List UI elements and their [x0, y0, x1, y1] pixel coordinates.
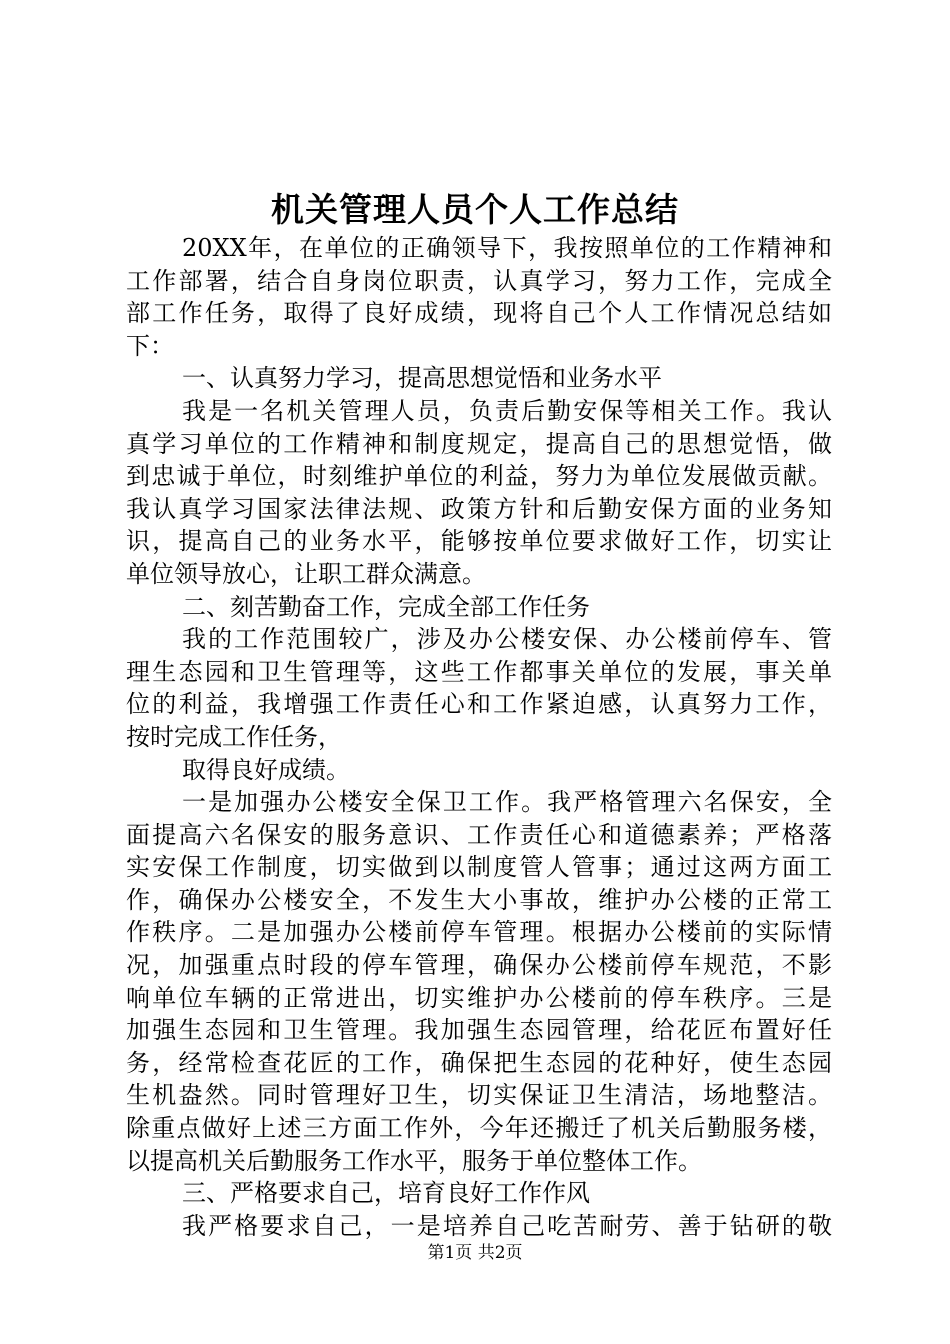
text-line: 一、认真努力学习，提高思想觉悟和业务水平	[182, 364, 662, 393]
text-line: 真学习单位的工作精神和制度规定，提高自己的思想觉悟，做	[126, 429, 832, 458]
text-line: 二、刻苦勤奋工作，完成全部工作任务	[182, 592, 590, 621]
text-line: 取得良好成绩。	[182, 755, 350, 784]
text-line: 工作部署，结合自身岗位职责，认真学习，努力工作，完成全	[126, 266, 832, 295]
document-title: 机关管理人员个人工作总结	[271, 190, 679, 229]
text-line: 理生态园和卫生管理等，这些工作都事关单位的发展，事关单	[126, 657, 832, 686]
document-body	[126, 232, 832, 1242]
text-line: 我的工作范围较广，涉及办公楼安保、办公楼前停车、管	[182, 625, 832, 654]
text-line: 20XX年，在单位的正确领导下，我按照单位的工作精神和	[182, 234, 832, 262]
text-line: 部工作任务，取得了良好成绩，现将自己个人工作情况总结如	[126, 299, 832, 328]
text-line: 除重点做好上述三方面工作外，今年还搬迁了机关后勤服务楼，	[126, 1114, 832, 1143]
text-line: 识，提高自己的业务水平，能够按单位要求做好工作，切实让	[126, 527, 832, 556]
text-line: 务，经常检查花匠的工作，确保把生态园的花种好，使生态园	[126, 1048, 832, 1077]
text-line: 三、严格要求自己，培育良好工作作风	[182, 1179, 590, 1208]
text-line: 我严格要求自己，一是培养自己吃苦耐劳、善于钻研的敬	[182, 1211, 832, 1240]
text-line: 加强生态园和卫生管理。我加强生态园管理，给花匠布置好任	[126, 1016, 832, 1045]
text-line: 到忠诚于单位，时刻维护单位的利益，努力为单位发展做贡献。	[126, 462, 832, 491]
text-line: 作秩序。二是加强办公楼前停车管理。根据办公楼前的实际情	[126, 918, 832, 947]
text-line: 单位领导放心，让职工群众满意。	[126, 559, 486, 588]
text-line: 况，加强重点时段的停车管理，确保办公楼前停车规范，不影	[126, 951, 832, 980]
text-line: 位的利益，我增强工作责任心和工作紧迫感，认真努力工作，	[126, 690, 832, 719]
text-line: 我是一名机关管理人员，负责后勤安保等相关工作。我认	[182, 396, 832, 425]
text-line: 按时完成工作任务，	[126, 722, 342, 751]
text-line: 实安保工作制度，切实做到以制度管人管事；通过这两方面工	[126, 853, 832, 882]
text-line: 生机盎然。同时管理好卫生，切实保证卫生清洁，场地整洁。	[126, 1081, 832, 1110]
page-footer: 第1页 共2页	[427, 1243, 523, 1263]
text-line: 以提高机关后勤服务工作水平，服务于单位整体工作。	[126, 1146, 702, 1175]
text-line: 下：	[126, 331, 174, 360]
text-line: 响单位车辆的正常进出，切实维护办公楼前的停车秩序。三是	[126, 983, 832, 1012]
text-line: 作，确保办公楼安全，不发生大小事故，维护办公楼的正常工	[126, 885, 832, 914]
text-line: 面提高六名保安的服务意识、工作责任心和道德素养；严格落	[126, 820, 832, 849]
text-line: 我认真学习国家法律法规、政策方针和后勤安保方面的业务知	[126, 494, 832, 523]
text-line: 一是加强办公楼安全保卫工作。我严格管理六名保安，全	[182, 788, 832, 817]
